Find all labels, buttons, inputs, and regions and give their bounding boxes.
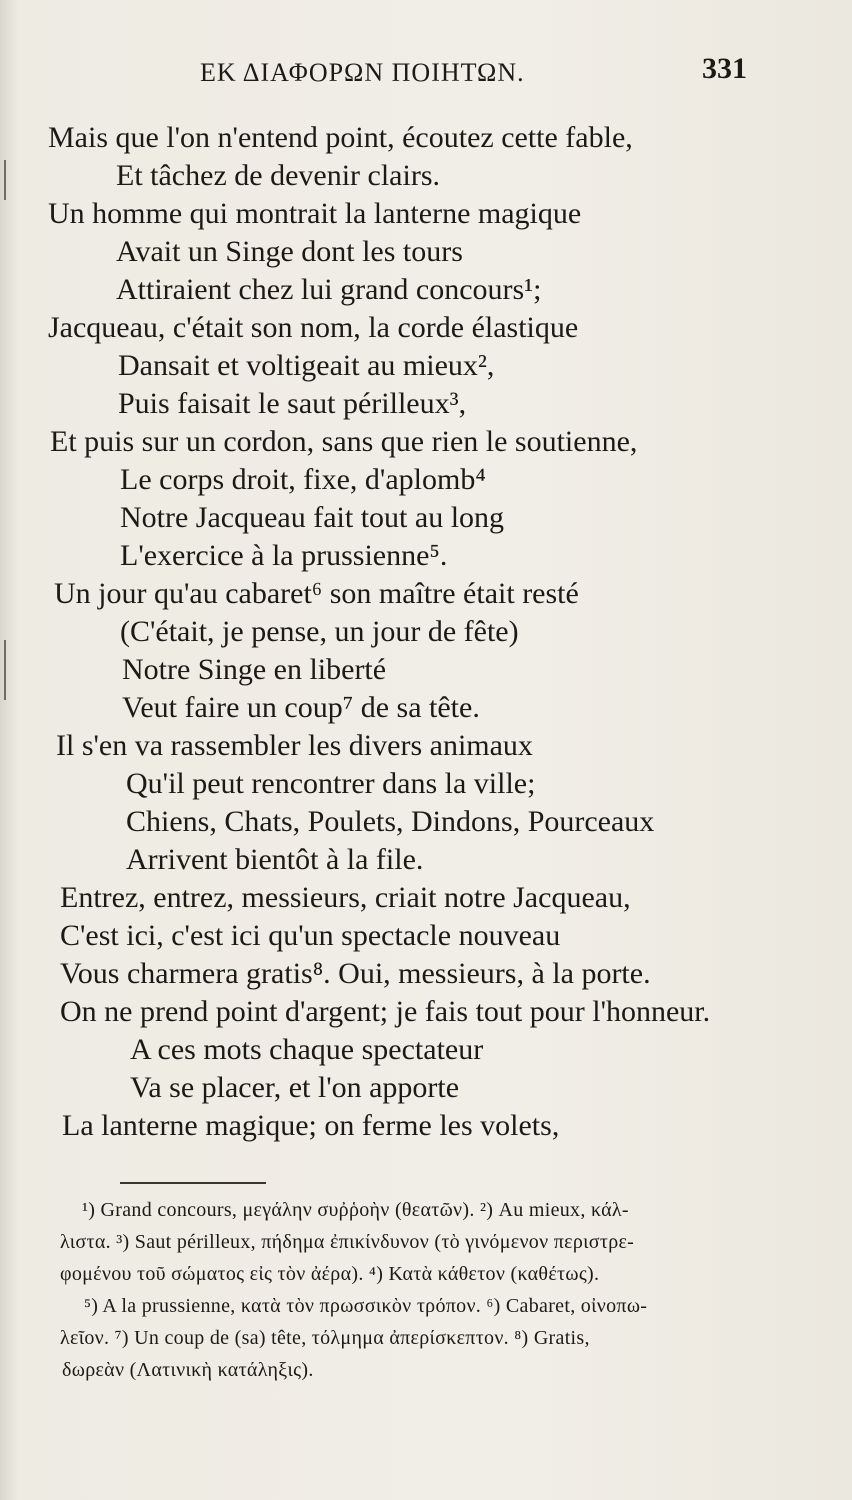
poem-line: Puis faisait le saut périlleux³, bbox=[118, 387, 467, 420]
poem-line: Et puis sur un cordon, sans que rien le soutienne, bbox=[50, 425, 638, 458]
poem-line: Le corps droit, fixe, d'aplomb⁴ bbox=[120, 463, 486, 496]
poem-line: Un homme qui montrait la lanterne magique bbox=[48, 197, 582, 230]
poem-line: Dansait et voltigeait au mieux², bbox=[118, 349, 495, 382]
poem-line: Notre Jacqueau fait tout au long bbox=[120, 501, 505, 534]
poem-line: Veut faire un coup⁷ de sa tête. bbox=[122, 691, 480, 724]
page-header bbox=[0, 52, 852, 98]
poem-line: Avait un Singe dont les tours bbox=[116, 235, 463, 268]
poem-line: Un jour qu'au cabaret⁶ son maître était resté bbox=[54, 577, 579, 610]
poem-line: Vous charmera gratis⁸. Oui, messieurs, à la porte. bbox=[60, 957, 651, 990]
poem-line: Attiraient chez lui grand concours¹; bbox=[116, 273, 542, 306]
page-edge-mark bbox=[4, 160, 6, 200]
poem-line: On ne prend point d'argent; je fais tout pour l'honneur. bbox=[60, 995, 711, 1028]
footnote-line: φομένου τοῦ σώματος εἰς τὸν ἀέρα). ⁴) Κατὰ κάθετον (καθέτως). bbox=[60, 1263, 600, 1285]
page-edge-mark bbox=[4, 640, 6, 700]
poem-line: Qu'il peut rencontrer dans la ville; bbox=[126, 767, 536, 800]
poem-line: Entrez, entrez, messieurs, criait notre Jacqueau, bbox=[60, 881, 631, 914]
poem-line: (C'était, je pense, un jour de fête) bbox=[120, 615, 519, 648]
poem-line: Et tâchez de devenir clairs. bbox=[116, 159, 440, 192]
poem-line: L'exercice à la prussienne⁵. bbox=[120, 539, 448, 572]
footnote-line: λιστα. ³) Saut périlleux, πήδημα ἐπικίνδυνον (τὸ γινόμενον περιστρε- bbox=[60, 1231, 635, 1253]
footnote-line: ⁵) A la prussienne, κατὰ τὸν πρωσσικὸν τρόπον. ⁶) Cabaret, οἰνοπω- bbox=[84, 1295, 648, 1317]
poem-line: Mais que l'on n'entend point, écoutez cette fable, bbox=[48, 121, 633, 154]
poem-line: Arrivent bientôt à la file. bbox=[126, 843, 424, 876]
page-number: 331 bbox=[702, 52, 747, 85]
footnote-line: ¹) Grand concours, μεγάλην συῤῥοὴν (θεατῶν). ²) Au mieux, κάλ- bbox=[82, 1199, 629, 1221]
poem-line: C'est ici, c'est ici qu'un spectacle nouveau bbox=[60, 919, 561, 952]
footnote-line: λεῖον. ⁷) Un coup de (sa) tête, τόλμημα ἀπερίσκεπτον. ⁸) Gratis, bbox=[60, 1327, 590, 1349]
poem-line: A ces mots chaque spectateur bbox=[130, 1033, 484, 1066]
footnote-rule bbox=[120, 1182, 266, 1184]
poem-line: Va se placer, et l'on apporte bbox=[130, 1071, 460, 1104]
poem-line: La lanterne magique; on ferme les volets, bbox=[62, 1109, 560, 1142]
running-title: ΕΚ ΔΙΑΦΟΡΩΝ ΠΟΙΗΤΩΝ. bbox=[200, 58, 525, 87]
poem-line: Notre Singe en liberté bbox=[122, 653, 387, 686]
footnote-line: δωρεὰν (Λατινικὴ κατάληξις). bbox=[62, 1359, 314, 1381]
poem-line: Chiens, Chats, Poulets, Dindons, Pourceaux bbox=[126, 805, 655, 838]
poem-line: Jacqueau, c'était son nom, la corde élastique bbox=[48, 311, 579, 344]
poem-line: Il s'en va rassembler les divers animaux bbox=[56, 729, 533, 762]
